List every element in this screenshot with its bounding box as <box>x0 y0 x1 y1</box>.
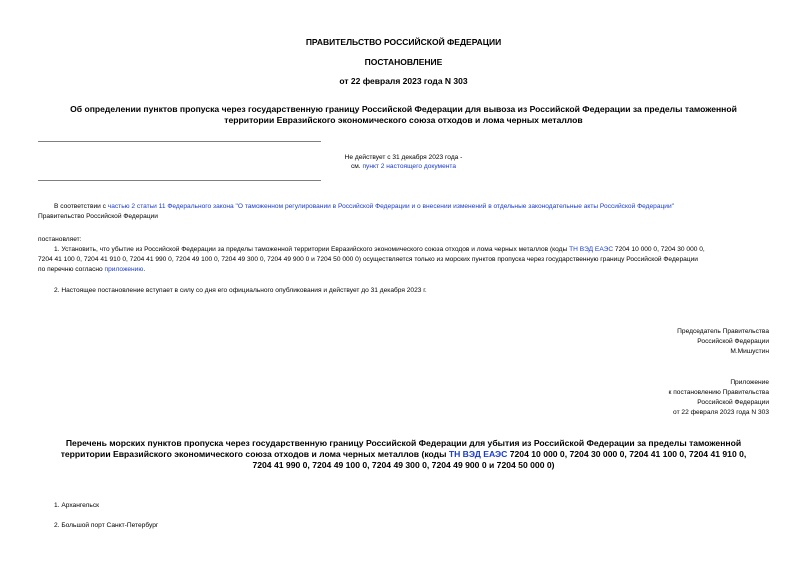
appendix-reference-line-1: Приложение <box>730 379 769 386</box>
divider-top <box>38 141 321 142</box>
ports-list-title-line-2 <box>20 449 787 460</box>
signature-position: Председатель Правительства <box>677 328 769 335</box>
authority-heading: ПРАВИТЕЛЬСТВО РОССИЙСКОЙ ФЕДЕРАЦИИ <box>305 37 502 47</box>
clause-1-tail: по перечню согласно <box>38 266 105 273</box>
preamble-actor: Правительство Российской Федерации <box>38 213 158 220</box>
preamble-intro: В соответствии с <box>54 203 108 210</box>
signature-country: Российской Федерации <box>697 338 769 345</box>
appendix-reference-line-2: к постановлению Правительства <box>668 389 769 396</box>
ports-list-title-codes: 7204 10 000 0, 7204 30 000 0, 7204 41 100 0, 7204 41 910 0, <box>507 449 747 459</box>
signature-block <box>677 327 769 357</box>
status-line-2 <box>0 162 807 171</box>
clause-1-codes: 7204 10 000 0, 7204 30 000 0, <box>613 246 705 253</box>
federal-law-link[interactable]: частью 2 статьи 11 Федерального закона "О таможенном регулировании в Российской Федерации и о внесении изменений в отдельные законодательные акты Российской Федерации" <box>107 203 674 210</box>
clause-1-line-2: 7204 41 100 0, 7204 41 910 0, 7204 41 990 0, 7204 49 100 0, 7204 49 300 0, 7204 49 900 0 и 7204 50 000 0) осуществляется только из морских пунктов пропуска через государственную границу Российской Федерации <box>38 256 698 263</box>
clause-2: 2. Настоящее постановление вступает в силу со дня его официального опубликования и действует до 31 декабря 2023 г. <box>54 287 427 294</box>
status-prefix: см. <box>350 163 363 170</box>
clause-1-line-3 <box>38 265 769 275</box>
ports-list-title-text: территории Евразийского экономического союза отходов и лома черных металлов (коды <box>60 449 449 459</box>
ports-list-title-line-1: Перечень морских пунктов пропуска через государственную границу Российской Федерации для убытия из Российской Федерации за пределы таможенной <box>65 438 742 448</box>
clause-1-period: . <box>143 266 146 273</box>
appendix-reference <box>669 378 770 418</box>
tnved-link[interactable]: ТН ВЭД ЕАЭС <box>569 246 614 253</box>
document-date-number: от 22 февраля 2023 года N 303 <box>339 76 468 86</box>
list-item: 1. Архангельск <box>54 502 100 509</box>
status-line-1: Не действует с 31 декабря 2023 года - <box>344 154 463 161</box>
document-title-line-2: территории Евразийского экономического союза отходов и лома черных металлов <box>224 115 583 125</box>
status-note <box>0 153 807 171</box>
status-clause-link[interactable]: пункт 2 настоящего документа <box>362 163 457 170</box>
preamble <box>38 202 769 212</box>
signature-name: М.Мишустин <box>730 348 769 355</box>
clause-1 <box>38 245 769 275</box>
appendix-reference-line-3: Российской Федерации <box>697 399 769 406</box>
divider-bottom <box>38 180 321 181</box>
document-title-line-1: Об определении пунктов пропуска через государственную границу Российской Федерации для вывоза из Российской Федерации за пределы таможенной <box>70 104 737 114</box>
list-item: 2. Большой порт Санкт-Петербург <box>54 522 159 529</box>
document-title <box>20 104 787 126</box>
document-type: ПОСТАНОВЛЕНИЕ <box>364 57 443 67</box>
clause-1-text: 1. Установить, что убытие из Российской Федерации за пределы таможенной территории Евразийского экономического союза отходов и лома черных металлов (коды <box>54 246 570 253</box>
appendix-link[interactable]: приложению <box>104 266 144 273</box>
appendix-reference-line-4: от 22 февраля 2023 года N 303 <box>673 409 769 416</box>
ports-list-tnved-link[interactable]: ТН ВЭД ЕАЭС <box>448 449 508 459</box>
ports-list-title <box>20 438 787 471</box>
ports-list-title-line-3: 7204 41 990 0, 7204 49 100 0, 7204 49 300 0, 7204 49 900 0 и 7204 50 000 0) <box>252 460 555 470</box>
resolves-label: постановляет: <box>38 236 82 243</box>
clause-1-line-1 <box>38 245 769 255</box>
